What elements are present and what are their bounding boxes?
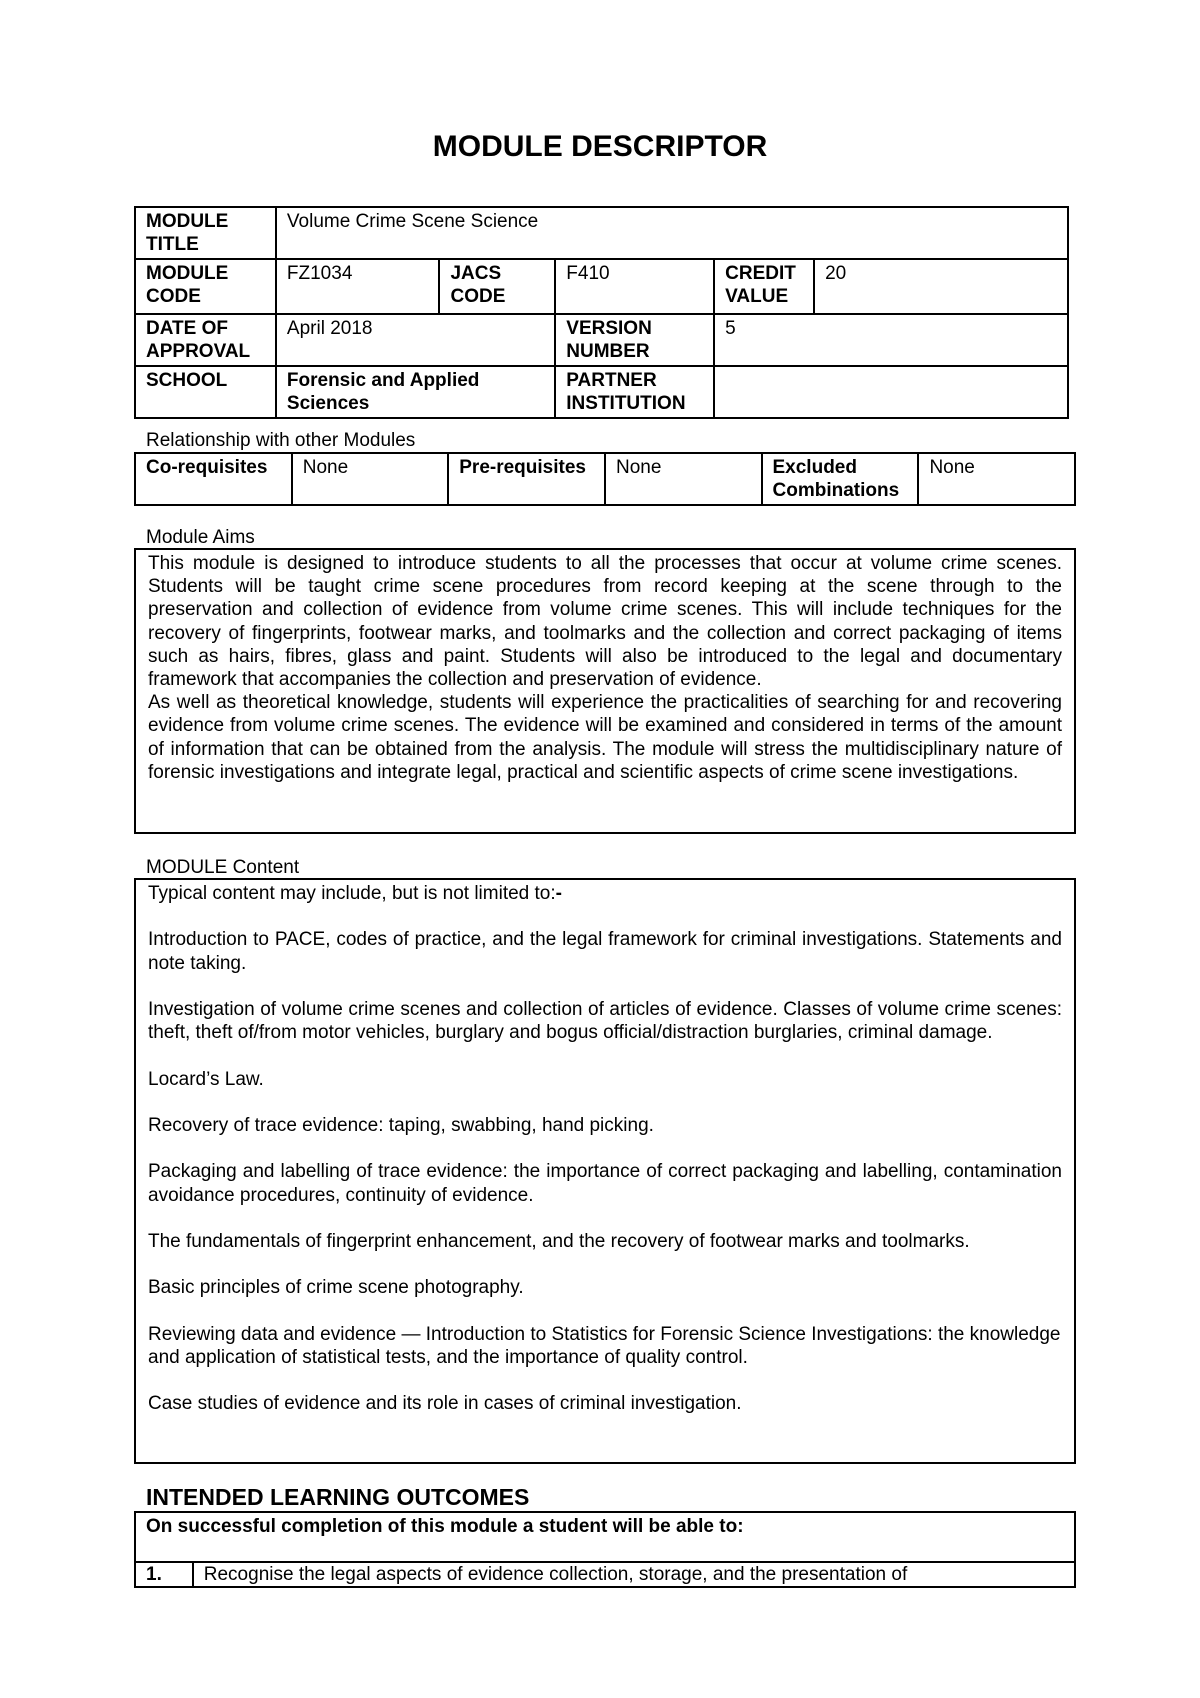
content-item: Reviewing data and evidence — Introduction to Statistics for Forensic Science Investigations: the knowledge and application of statistical tests, and the importance of quality control. bbox=[148, 1323, 1061, 1368]
content-item: The fundamentals of fingerprint enhancement, and the recovery of footwear marks and toolmarks. bbox=[148, 1230, 970, 1252]
version-number-value: 5 bbox=[714, 314, 1068, 366]
module-content-heading: MODULE Content bbox=[146, 857, 300, 878]
prerequisites-value: None bbox=[605, 453, 762, 505]
credit-value-label: CREDIT VALUE bbox=[714, 259, 814, 314]
corequisites-label: Co-requisites bbox=[135, 453, 292, 505]
content-item: Packaging and labelling of trace evidence: the importance of correct packaging and labelling, contamination avoidance procedures, continuity of evidence. bbox=[148, 1161, 1062, 1206]
module-info-table bbox=[134, 206, 1069, 419]
version-number-label: VERSION NUMBER bbox=[555, 314, 714, 366]
module-code-value: FZ1034 bbox=[276, 259, 440, 314]
module-title-value: Volume Crime Scene Science bbox=[276, 207, 1068, 259]
relationship-table bbox=[134, 452, 1076, 506]
content-item: Introduction to PACE, codes of practice, and the legal framework for criminal investigations. Statements and note taking. bbox=[148, 929, 1062, 974]
excluded-combinations-value: None bbox=[918, 453, 1075, 505]
jacs-code-label: JACS CODE bbox=[439, 259, 555, 314]
date-of-approval-label: DATE OF APPROVAL bbox=[135, 314, 276, 366]
date-of-approval-value: April 2018 bbox=[276, 314, 555, 366]
prerequisites-label: Pre-requisites bbox=[448, 453, 605, 505]
ilo-intro: On successful completion of this module a student will be able to: bbox=[135, 1512, 1075, 1562]
content-intro bbox=[148, 882, 1062, 905]
content-item: Recovery of trace evidence: taping, swabbing, hand picking. bbox=[148, 1114, 654, 1136]
partner-institution-value bbox=[714, 366, 1068, 418]
module-content-box bbox=[134, 878, 1076, 1464]
partner-institution-label: PARTNER INSTITUTION bbox=[555, 366, 714, 418]
relationship-heading: Relationship with other Modules bbox=[146, 430, 416, 451]
content-intro-dash: - bbox=[555, 883, 562, 904]
ilo-heading: INTENDED LEARNING OUTCOMES bbox=[146, 1484, 530, 1510]
content-item: Investigation of volume crime scenes and collection of articles of evidence. Classes of volume crime scenes: theft, theft of/from motor vehicles, burglary and bogus official/distraction burglaries, criminal damage. bbox=[148, 998, 1062, 1044]
module-aims-box bbox=[134, 548, 1076, 834]
aims-paragraph: This module is designed to introduce students to all the processes that occur at volume crime scenes. Students will be taught crime scene procedures from record keeping at the scene through to the preservation and collection of evidence from volume crime scenes. This will include techniques for the recovery of fingerprints, footwear marks, and toolmarks and the collection and correct packaging of items such as hairs, fibres, glass and paint. Students will also be introduced to the legal and documentary framework that accompanies the collection and preservation of evidence. bbox=[148, 553, 1062, 691]
outcome-text: Recognise the legal aspects of evidence collection, storage, and the presentation of bbox=[193, 1562, 1075, 1587]
module-aims-heading: Module Aims bbox=[146, 527, 255, 548]
outcome-number: 1. bbox=[135, 1562, 193, 1587]
module-title-label: MODULE TITLE bbox=[135, 207, 276, 259]
module-code-label: MODULE CODE bbox=[135, 259, 276, 314]
school-label: SCHOOL bbox=[135, 366, 276, 418]
aims-paragraph: As well as theoretical knowledge, students will experience the practicalities of searching for and recovering evidence from volume crime scenes. The evidence will be examined and considered in terms of the amount of information that can be obtained from the analysis. The module will stress the multidisciplinary nature of forensic investigations and integrate legal, practical and scientific aspects of crime scene investigations. bbox=[148, 692, 1062, 783]
content-item: Basic principles of crime scene photography. bbox=[148, 1277, 524, 1299]
content-item: Case studies of evidence and its role in cases of criminal investigation. bbox=[148, 1393, 742, 1415]
page-title: MODULE DESCRIPTOR bbox=[432, 130, 768, 163]
corequisites-value: None bbox=[292, 453, 449, 505]
ilo-table bbox=[134, 1511, 1076, 1588]
school-value: Forensic and Applied Sciences bbox=[276, 366, 555, 418]
credit-value: 20 bbox=[814, 259, 1068, 314]
content-intro-text: Typical content may include, but is not limited to: bbox=[148, 883, 556, 904]
jacs-code-value: F410 bbox=[555, 259, 714, 314]
content-item: Locard’s Law. bbox=[148, 1068, 264, 1090]
excluded-combinations-label: Excluded Combinations bbox=[762, 453, 919, 505]
